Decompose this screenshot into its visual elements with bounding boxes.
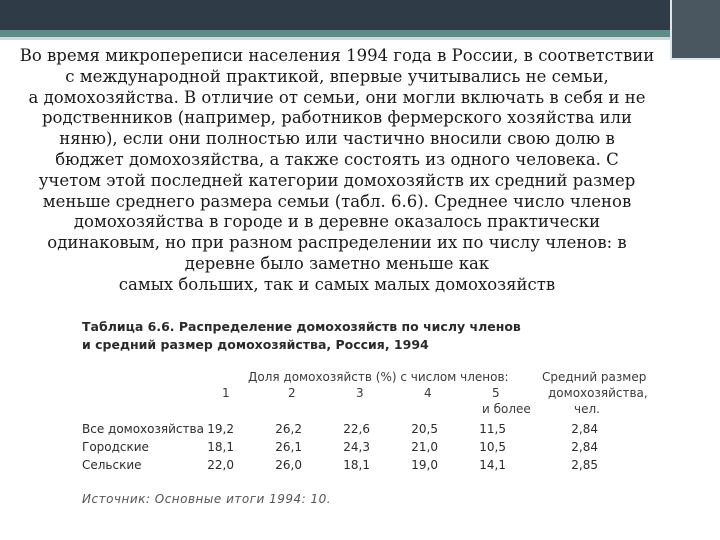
col-header-4: 4 (424, 386, 432, 400)
paragraph-line: с международной практикой, впервые учитывались не семьи, (65, 66, 609, 86)
cell: 22,0 (207, 458, 234, 472)
avg-header: Средний размер (542, 370, 647, 384)
cell: 19,2 (207, 422, 234, 436)
paragraph-line: учетом этой последней категории домохозяйств их средний размер (38, 170, 636, 190)
paragraph-line: одинаковым, но при разном распределении их по числу членов: в (47, 233, 627, 253)
cell: 2,85 (571, 458, 598, 472)
avg-header-line3: чел. (574, 402, 600, 416)
table-source: Источник: Основные итоги 1994: 10. (82, 492, 332, 506)
row-label: Городские (82, 440, 149, 454)
cell: 26,0 (275, 458, 302, 472)
table-caption (82, 318, 642, 354)
col-header-3: 3 (356, 386, 364, 400)
cell: 26,1 (275, 440, 302, 454)
cell: 24,3 (343, 440, 370, 454)
cell: 2,84 (571, 440, 598, 454)
col-header-5-sub: и более (482, 402, 531, 416)
avg-header-line2: домохозяйства, (548, 386, 648, 400)
slide-header-bar (0, 0, 720, 30)
cell: 11,5 (479, 422, 506, 436)
cell: 14,1 (479, 458, 506, 472)
paragraph-line: домохозяйства в городе и в деревне оказалось практически (73, 212, 601, 232)
table-row (82, 458, 642, 476)
paragraph-line: а домохозяйства. В отличие от семьи, они могли включать в себя и не (28, 87, 646, 107)
paragraph-line: самых больших, так и самых малых домохозяйств (118, 274, 556, 294)
cell: 18,1 (207, 440, 234, 454)
cell: 18,1 (343, 458, 370, 472)
table-caption-line: и средний размер домохозяйства, Россия, 1994 (82, 337, 429, 352)
col-header-2: 2 (288, 386, 296, 400)
row-label: Сельские (82, 458, 142, 472)
cell: 21,0 (411, 440, 438, 454)
paragraph-line: Во время микропереписи населения 1994 года в России, в соответствии (19, 46, 655, 65)
cell: 10,5 (479, 440, 506, 454)
slide-header-divider (0, 37, 720, 40)
household-table (82, 318, 648, 518)
cell: 20,5 (411, 422, 438, 436)
group-header: Доля домохозяйств (%) с числом членов: (248, 370, 509, 384)
table-caption-line: Таблица 6.6. Распределение домохозяйств по числу членов (82, 319, 521, 334)
paragraph-line: меньше среднего размера семьи (табл. 6.6). Среднее число членов (42, 191, 632, 211)
row-label: Все домохозяйства (82, 422, 204, 436)
paragraph-line: няню), если они полностью или частично вносили свою долю в (59, 129, 615, 149)
cell: 2,84 (571, 422, 598, 436)
cell: 26,2 (275, 422, 302, 436)
paragraph-line: родственников (например, работников фермерского хозяйства или (41, 108, 633, 128)
table-row (82, 440, 642, 458)
cell: 22,6 (343, 422, 370, 436)
table-row (82, 422, 642, 440)
paragraph-line: бюджет домохозяйства, а также состоять из одного человека. С (55, 149, 619, 169)
cell: 19,0 (411, 458, 438, 472)
slide-header-accent (0, 30, 720, 37)
slide-corner-decoration (670, 0, 720, 60)
body-paragraph (14, 46, 660, 296)
col-header-1: 1 (222, 386, 230, 400)
col-header-5: 5 (492, 386, 500, 400)
paragraph-line: деревне было заметно меньше как (184, 253, 490, 273)
